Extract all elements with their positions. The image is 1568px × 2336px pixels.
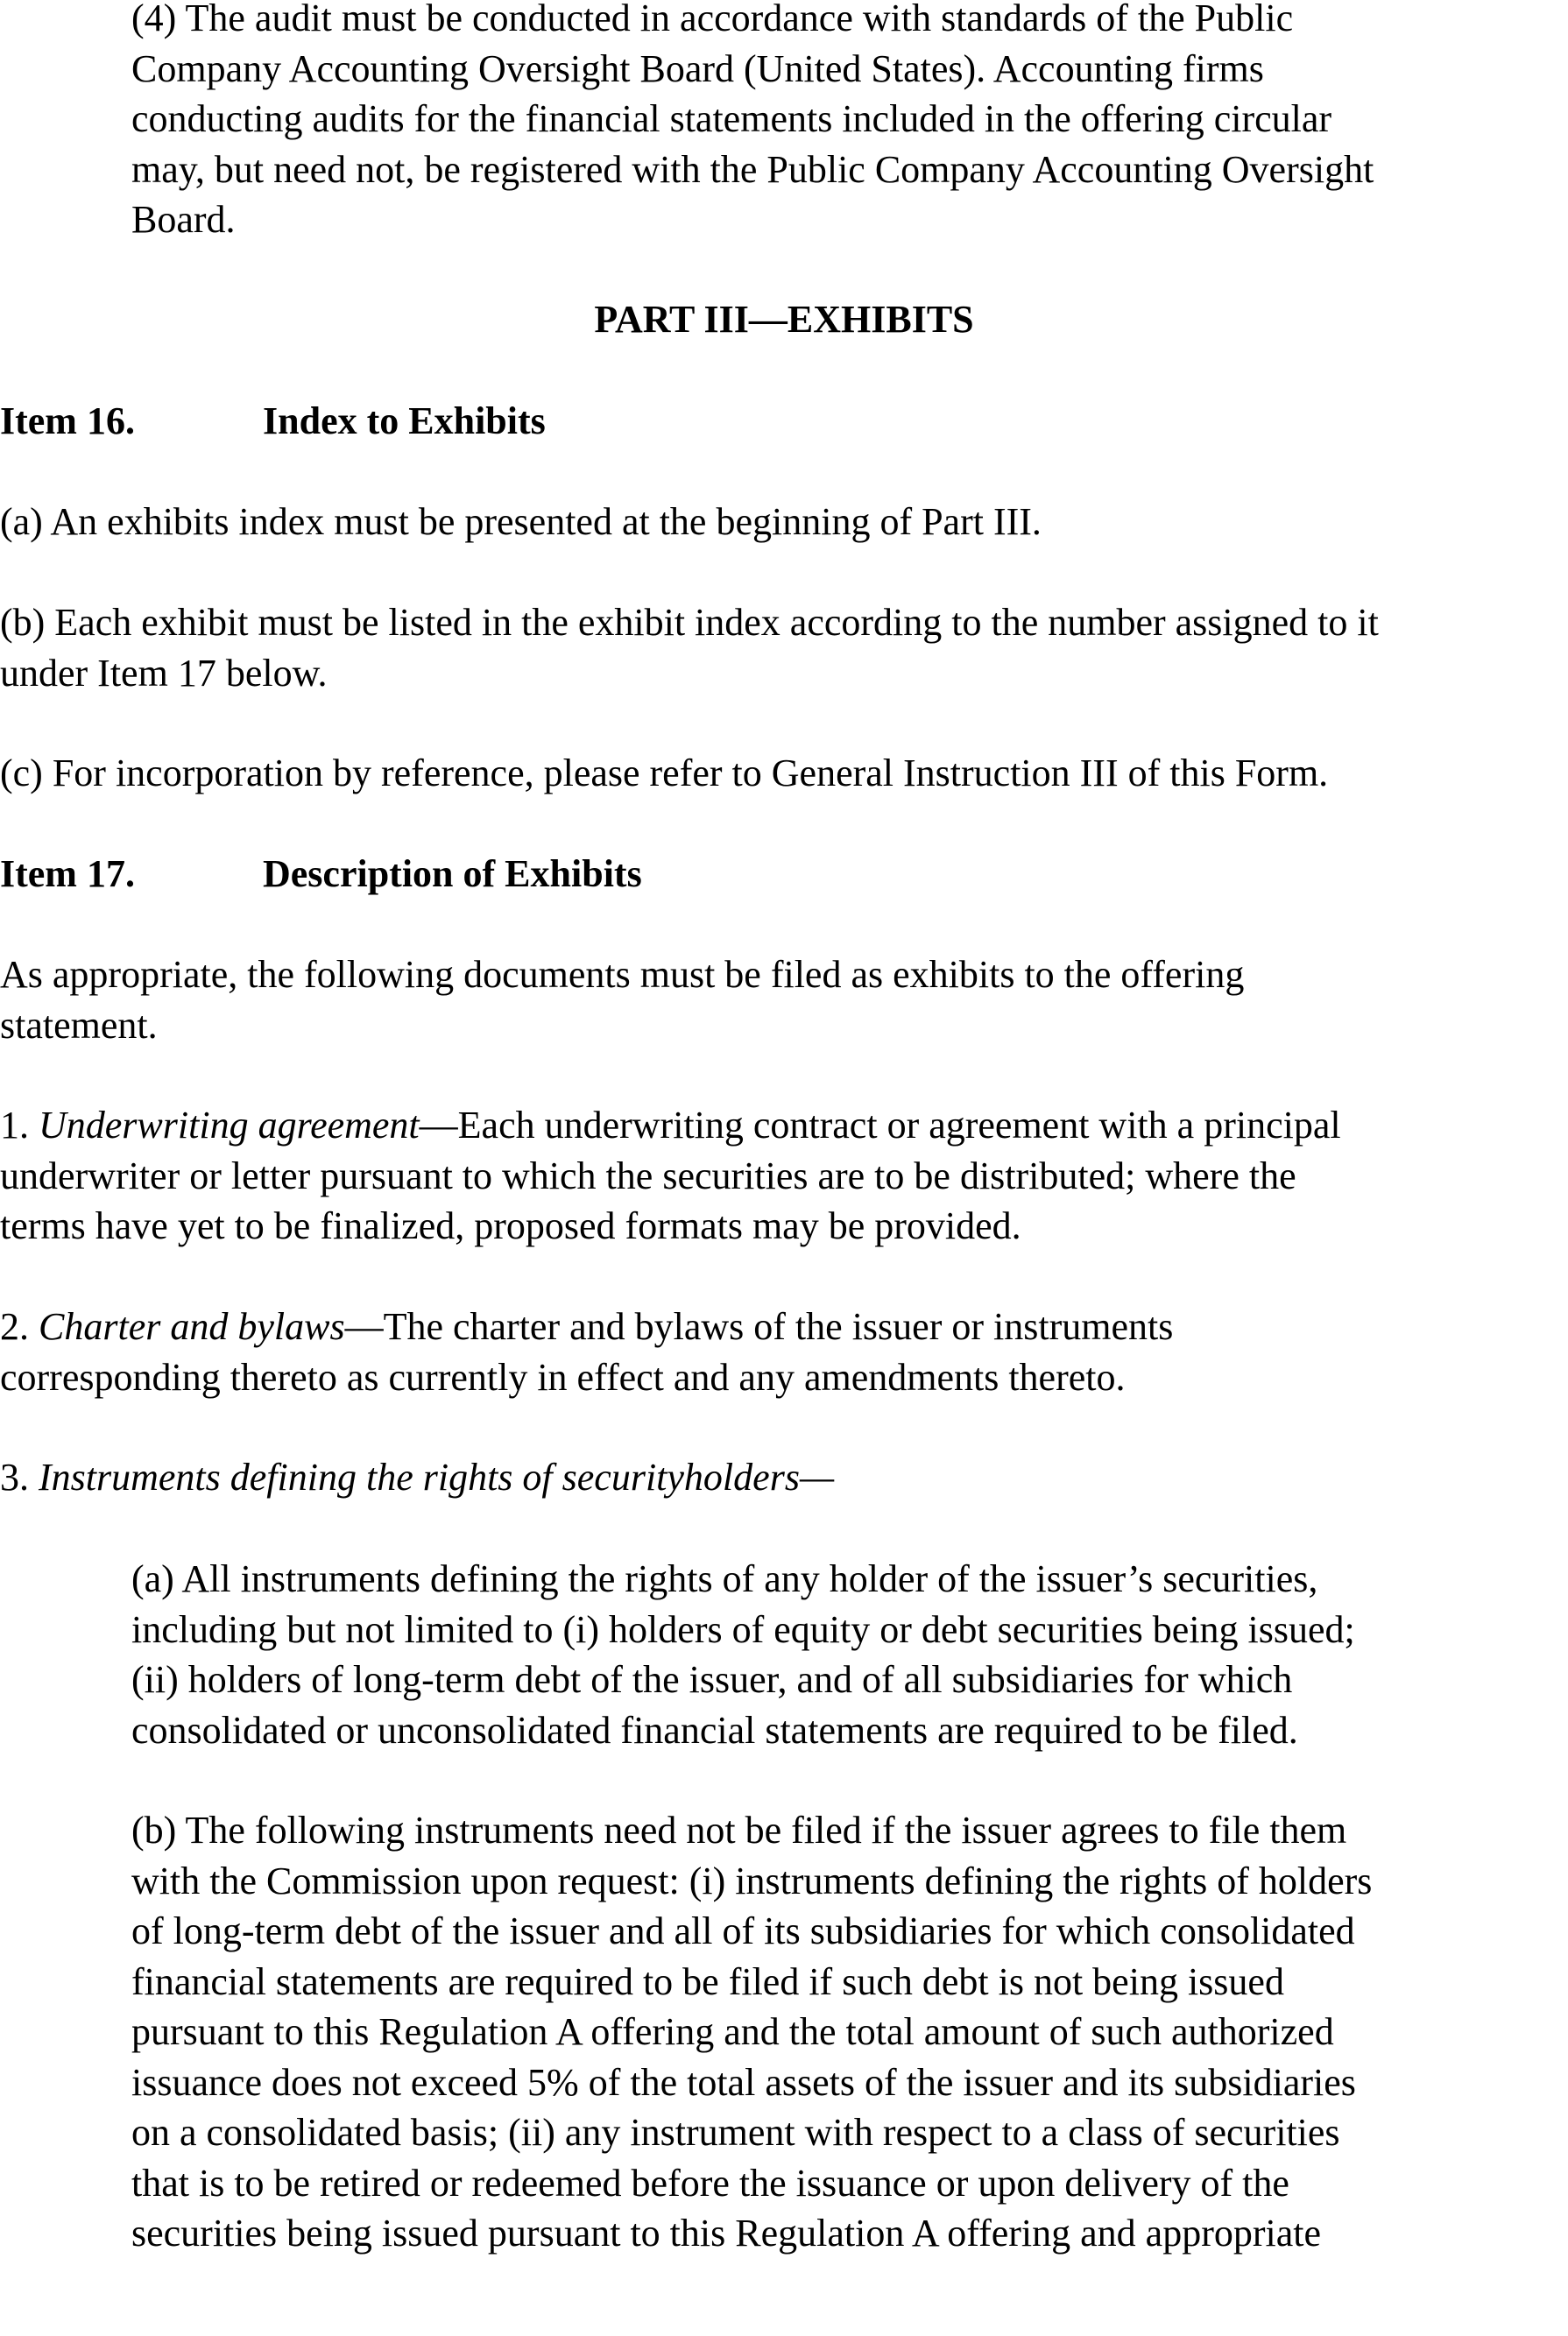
text-line: consolidated or unconsolidated financial statements are required to be filed. <box>131 1708 1298 1752</box>
exhibit-1 <box>0 1100 1341 1252</box>
text-line: Board. <box>131 198 236 241</box>
exhibit-3 <box>0 1452 834 1503</box>
exhibit-title: Charter and bylaws <box>39 1305 345 1348</box>
text-line: Company Accounting Oversight Board (United States). Accounting firms <box>131 46 1264 90</box>
text-line: (ii) holders of long-term debt of the issuer, and of all subsidiaries for which <box>131 1658 1293 1701</box>
text-line: As appropriate, the following documents must be filed as exhibits to the offering <box>0 953 1245 996</box>
text-line: under Item 17 below. <box>0 651 328 695</box>
text-line: (b) Each exhibit must be listed in the exhibit index according to the number assigned to it <box>0 601 1379 644</box>
text-line: (a) An exhibits index must be presented at the beginning of Part III. <box>0 500 1042 543</box>
text-line: of long-term debt of the issuer and all of its subsidiaries for which consolidated <box>131 1909 1355 1952</box>
part-heading: PART III—EXHIBITS <box>594 298 974 341</box>
exhibit-title: Instruments defining the rights of securityholders <box>39 1456 800 1499</box>
text-line: securities being issued pursuant to this Regulation A offering and appropriate <box>131 2212 1322 2255</box>
paragraph-3b <box>131 1805 1372 2259</box>
paragraph-3a <box>131 1554 1355 1755</box>
text-line: terms have yet to be finalized, proposed formats may be provided. <box>0 1204 1021 1247</box>
text-line <box>0 1452 834 1503</box>
text-line: on a consolidated basis; (ii) any instrument with respect to a class of securities <box>131 2111 1340 2154</box>
text-line: with the Commission upon request: (i) instruments defining the rights of holders <box>131 1859 1373 1902</box>
item-number: Item 17. <box>0 852 135 895</box>
text-line: (4) The audit must be conducted in accordance with standards of the Public <box>131 0 1294 39</box>
text-line: conducting audits for the financial statements included in the offering circular <box>131 97 1332 140</box>
text-line <box>0 1100 1341 1151</box>
paragraph-audit-4 <box>131 0 1374 245</box>
exhibit-text: —Each underwriting contract or agreement with a principal <box>419 1104 1341 1147</box>
text-line: pursuant to this Regulation A offering and the total amount of such authorized <box>131 2010 1334 2053</box>
paragraph-17-intro <box>0 949 1244 1050</box>
paragraph-16c <box>0 748 1328 799</box>
item-title: Description of Exhibits <box>263 852 642 895</box>
item-number: Item 16. <box>0 399 135 442</box>
exhibit-number: 3. <box>0 1456 29 1499</box>
text-line <box>0 1302 1173 1352</box>
exhibit-text: —The charter and bylaws of the issuer or instruments <box>344 1305 1174 1348</box>
paragraph-16b <box>0 597 1379 698</box>
text-line: may, but need not, be registered with the Public Company Accounting Oversight <box>131 147 1374 191</box>
text-line: (b) The following instruments need not be filed if the issuer agrees to file them <box>131 1809 1347 1852</box>
paragraph-16a <box>0 497 1042 547</box>
exhibit-2 <box>0 1302 1173 1402</box>
exhibit-title: Underwriting agreement <box>39 1104 420 1147</box>
exhibit-dash: — <box>799 1456 835 1499</box>
text-line: (a) All instruments defining the rights of any holder of the issuer’s securities, <box>131 1557 1318 1600</box>
text-line: including but not limited to (i) holders of equity or debt securities being issued; <box>131 1607 1355 1651</box>
exhibit-number: 1. <box>0 1104 29 1147</box>
text-line: underwriter or letter pursuant to which the securities are to be distributed; where the <box>0 1154 1296 1197</box>
text-line: statement. <box>0 1003 158 1047</box>
text-line: corresponding thereto as currently in effect and any amendments thereto. <box>0 1355 1126 1399</box>
item-title: Index to Exhibits <box>263 399 546 442</box>
text-line: issuance does not exceed 5% of the total assets of the issuer and its subsidiaries <box>131 2060 1356 2104</box>
text-line: financial statements are required to be filed if such debt is not being issued <box>131 1959 1284 2003</box>
text-line: (c) For incorporation by reference, please refer to General Instruction III of this Form. <box>0 752 1329 794</box>
text-line: that is to be retired or redeemed before the issuance or upon delivery of the <box>131 2161 1289 2205</box>
exhibit-number: 2. <box>0 1305 29 1348</box>
